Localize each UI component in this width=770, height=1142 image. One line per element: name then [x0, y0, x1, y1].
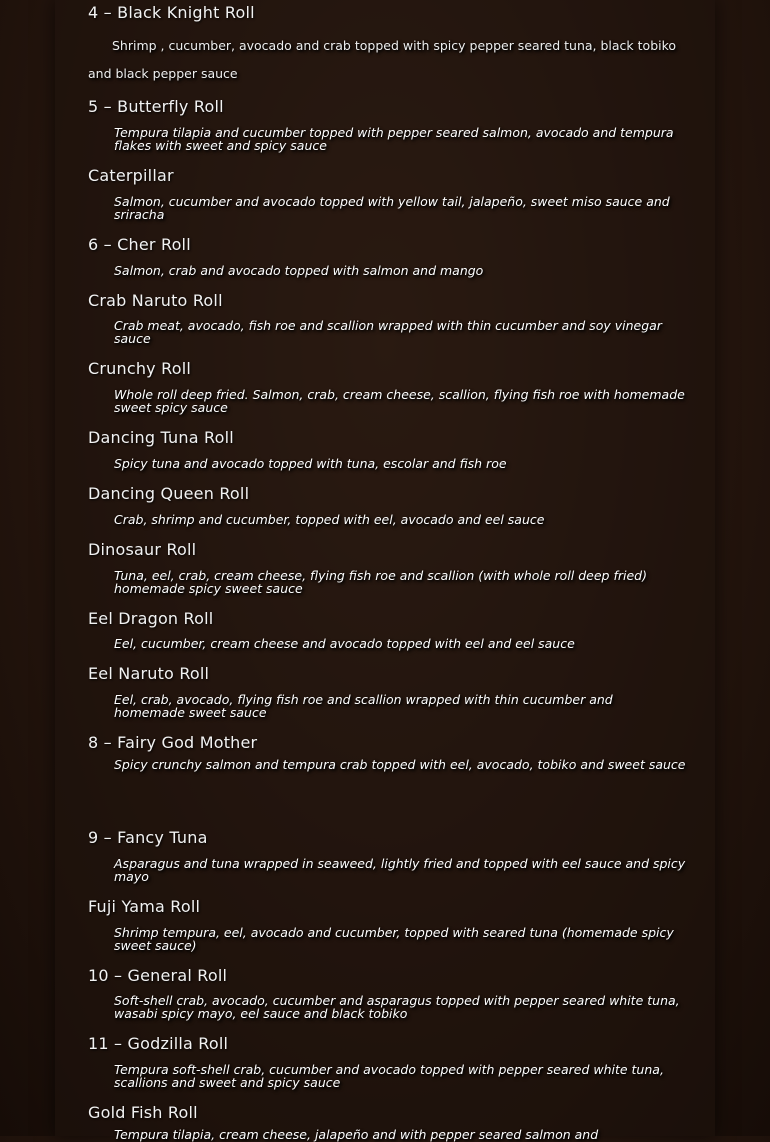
menu-item-description: Tempura tilapia, cream cheese, jalapeño and with pepper seared salmon and: [114, 1127, 599, 1142]
menu-item-title: 10 – General Roll: [88, 966, 228, 985]
menu-item-title: Eel Dragon Roll: [88, 609, 214, 628]
menu-item-description: Shrimp , cucumber, avocado and crab topped with spicy pepper seared tuna, black tobiko and black pepper sauce: [88, 38, 677, 81]
menu-item-description: Eel, crab, avocado, flying fish roe and scallion wrapped with thin cucumber and homemade sweet sauce: [114, 692, 613, 720]
menu-item-description: Asparagus and tuna wrapped in seaweed, lightly fried and topped with eel sauce and spicy mayo: [114, 856, 686, 884]
menu-item-description: Salmon, cucumber and avocado topped with yellow tail, jalapeño, sweet miso sauce and sriracha: [114, 194, 670, 222]
menu-item-title: Crunchy Roll: [88, 359, 192, 378]
menu-item-title: 8 – Fairy God Mother: [88, 733, 258, 752]
menu-item-title: 9 – Fancy Tuna: [88, 828, 208, 847]
menu-item-title: Eel Naruto Roll: [88, 664, 210, 683]
menu-item-description: Shrimp tempura, eel, avocado and cucumber, topped with seared tuna (homemade spicy sweet sauce): [114, 925, 674, 953]
menu-item-description: Eel, cucumber, cream cheese and avocado topped with eel and eel sauce: [114, 636, 575, 651]
menu-item-description: Tempura tilapia and cucumber topped with pepper seared salmon, avocado and tempura flakes with sweet and spicy sauce: [114, 125, 674, 153]
menu-item-title: Crab Naruto Roll: [88, 291, 223, 310]
menu-item-description: Soft-shell crab, avocado, cucumber and asparagus topped with pepper seared white tuna, wasabi spicy mayo, eel sauce and black tobiko: [114, 993, 680, 1021]
menu-item-title: 5 – Butterfly Roll: [88, 97, 224, 116]
menu-item-title: 4 – Black Knight Roll: [88, 3, 255, 22]
menu-item-title: Caterpillar: [88, 166, 174, 185]
menu-item-title: 6 – Cher Roll: [88, 235, 191, 254]
menu-item-description: Spicy tuna and avocado topped with tuna, escolar and fish roe: [114, 456, 507, 471]
menu-item-title: Dancing Queen Roll: [88, 484, 250, 503]
menu-item-title: Dinosaur Roll: [88, 540, 197, 559]
menu-item-title: Fuji Yama Roll: [88, 897, 201, 916]
menu-item-description: Spicy crunchy salmon and tempura crab topped with eel, avocado, tobiko and sweet sauce: [114, 757, 686, 772]
menu-item-description: Tuna, eel, crab, cream cheese, flying fish roe and scallion (with whole roll deep fried) homemade spicy sweet sauce: [114, 568, 647, 596]
menu-item-description: Whole roll deep fried. Salmon, crab, cream cheese, scallion, flying fish roe with homemade sweet spicy sauce: [114, 387, 685, 415]
menu-item-title: 11 – Godzilla Roll: [88, 1034, 229, 1053]
menu-item-description: Crab, shrimp and cucumber, topped with eel, avocado and eel sauce: [114, 512, 545, 527]
menu-item-title: Dancing Tuna Roll: [88, 428, 234, 447]
menu-item-title: Gold Fish Roll: [88, 1103, 198, 1122]
menu-item-description: Salmon, crab and avocado topped with salmon and mango: [114, 263, 484, 278]
menu-item-description: Tempura soft-shell crab, cucumber and avocado topped with pepper seared white tuna, scallions and sweet and spicy sauce: [114, 1062, 664, 1090]
menu-item-description: Crab meat, avocado, fish roe and scallion wrapped with thin cucumber and soy vinegar sauce: [114, 318, 662, 346]
